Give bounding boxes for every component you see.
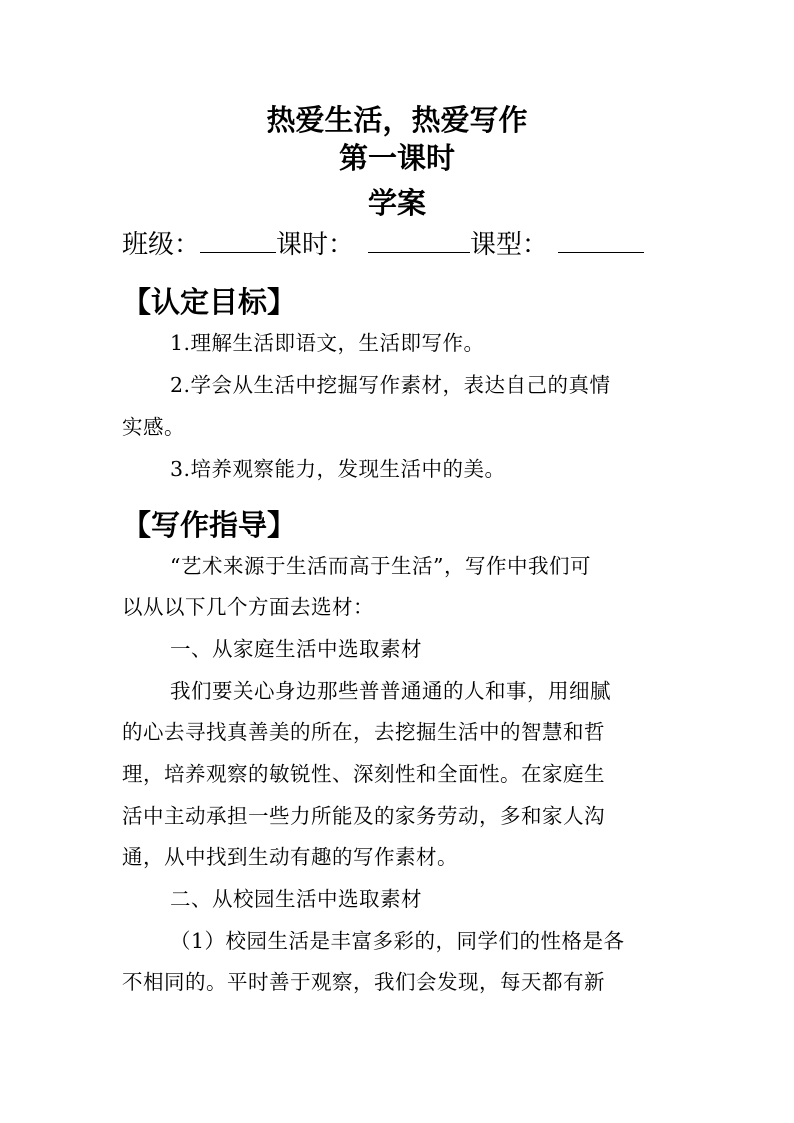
guide-section-heading: 二、从校园生活中选取素材: [170, 887, 422, 911]
goal-line: 实感。: [122, 415, 185, 439]
guide-line: 理，培养观察的敏锐性、深刻性和全面性。在家庭生: [122, 762, 605, 786]
goals-heading: 【认定目标】: [122, 285, 297, 319]
goal-line: 2.学会从生活中挖掘写作素材，表达自己的真情: [170, 373, 611, 397]
guide-line: 通，从中找到生动有趣的写作素材。: [122, 845, 458, 869]
goal-line: 1.理解生活即语文，生活即写作。: [170, 331, 485, 355]
type-label: 课型：: [470, 230, 549, 260]
guide-line: 活中主动承担一些力所能及的家务劳动，多和家人沟: [122, 804, 605, 828]
info-row: [122, 224, 644, 265]
period-label: 课时：: [276, 230, 355, 260]
goal-line: 3.培养观察能力，发现生活中的美。: [170, 457, 506, 481]
guide-line: 不相同的。平时善于观察，我们会发现，每天都有新: [122, 970, 605, 994]
document-type-title: 学案: [367, 186, 426, 220]
class-label: 班级：: [122, 230, 201, 260]
guide-line: “艺术来源于生活而高于生活”，写作中我们可: [170, 554, 591, 578]
guide-line: （1）校园生活是丰富多彩的，同学们的性格是各: [170, 929, 625, 953]
document-title: 热爱生活，热爱写作: [266, 103, 528, 137]
guide-line: 以从以下几个方面去选材：: [122, 595, 374, 619]
period-blank: [368, 224, 470, 253]
guide-section-heading: 一、从家庭生活中选取素材: [170, 637, 422, 661]
lesson-subtitle: 第一课时: [338, 141, 455, 175]
class-blank: [200, 224, 276, 253]
guide-line: 我们要关心身边那些普普通通的人和事，用细腻: [170, 679, 611, 703]
type-blank: [558, 224, 644, 253]
guide-heading: 【写作指导】: [122, 508, 297, 542]
guide-line: 的心去寻找真善美的所在，去挖掘生活中的智慧和哲: [122, 720, 605, 744]
